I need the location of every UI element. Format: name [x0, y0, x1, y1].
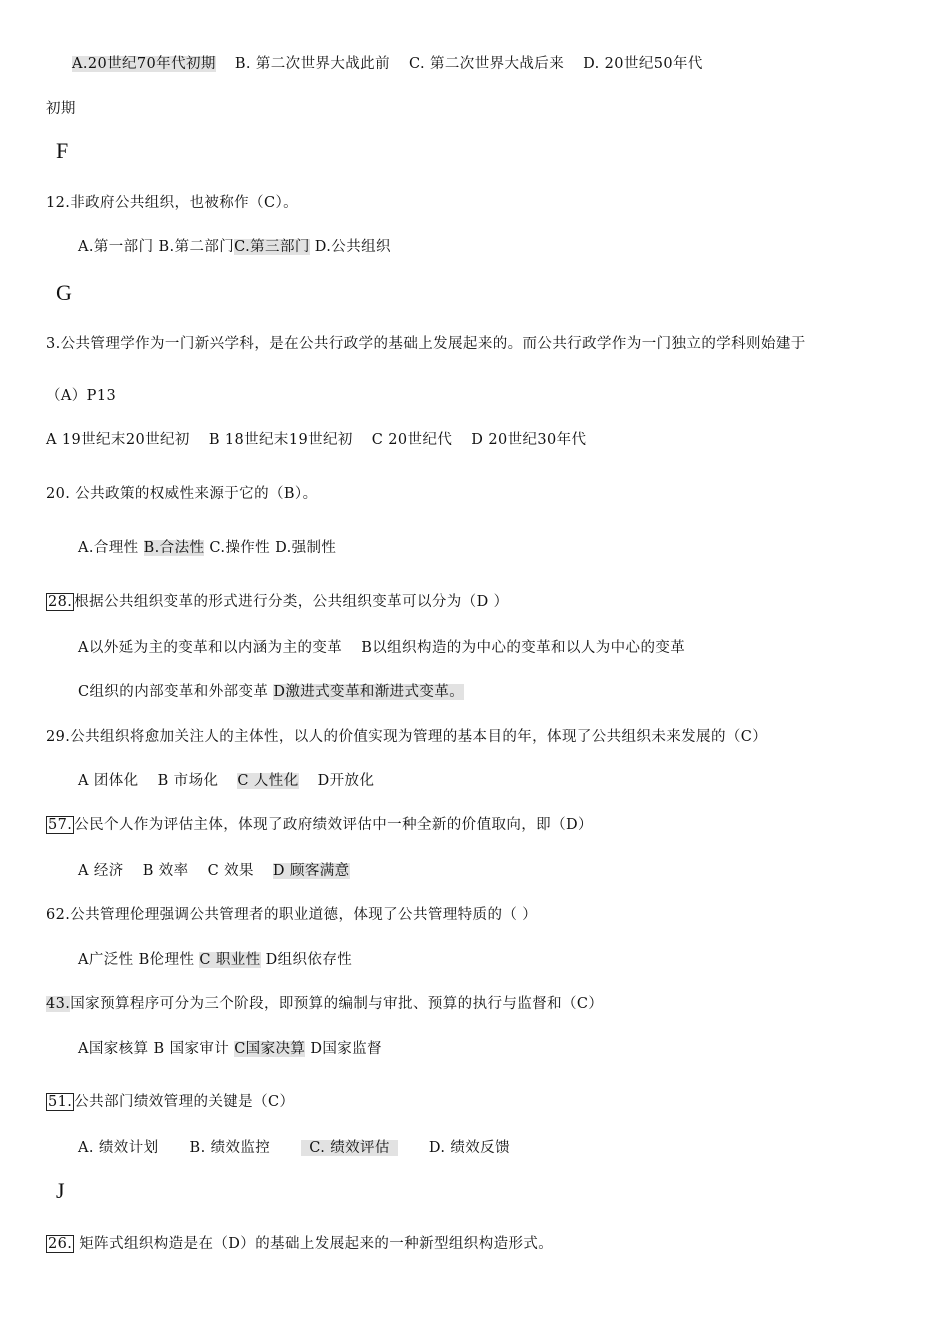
- question-28-stem: [46, 590, 509, 611]
- question-3-options: [46, 428, 586, 449]
- option-a: A.第一部门: [78, 239, 154, 255]
- option-c-highlighted: C.第三部门: [234, 239, 310, 255]
- question-text: 公民个人作为评估主体，体现了政府绩效评估中一种全新的价值取向，即（D）: [74, 817, 593, 833]
- option-d: D国家监督: [310, 1041, 382, 1057]
- option-a: A.合理性: [78, 540, 139, 556]
- option-a: A 经济: [78, 863, 124, 879]
- section-heading-g: G: [56, 280, 72, 305]
- option-c: C 20世纪代: [371, 432, 453, 448]
- option-a: A. 绩效计划: [78, 1140, 159, 1156]
- question-text: 国家预算程序可分为三个阶段，即预算的编制与审批、预算的执行与监督和（C）: [70, 996, 604, 1012]
- option-a: A国家核算: [78, 1041, 149, 1057]
- question-options: [72, 52, 703, 73]
- option-b: B. 第二次世界大战此前: [234, 56, 390, 72]
- option-a: A 团体化: [78, 773, 139, 789]
- option-d-continuation: 初期: [46, 101, 76, 117]
- question-20-stem: [46, 482, 318, 503]
- option-d: D 20世纪30年代: [471, 432, 587, 448]
- question-number-boxed: 51.: [48, 1094, 73, 1110]
- question-text: 公共政策的权威性来源于它的（B）。: [75, 486, 318, 502]
- question-number: 20.: [46, 486, 71, 502]
- question-text: 根据公共组织变革的形式进行分类，公共组织变革可以分为（D ）: [74, 594, 509, 610]
- question-number-boxed: 28.: [48, 594, 73, 610]
- question-43-stem: [46, 992, 603, 1013]
- question-12-stem: 12.非政府公共组织，也被称作（C）。: [46, 195, 299, 211]
- option-c: C组织的内部变革和外部变革: [78, 684, 269, 700]
- option-c-highlighted: C国家决算: [234, 1041, 306, 1057]
- question-51-stem: [46, 1090, 294, 1111]
- option-d-highlighted: D 顾客满意: [272, 863, 350, 879]
- option-b-highlighted: B.合法性: [143, 540, 205, 556]
- question-43-options: [78, 1037, 382, 1058]
- option-a: A广泛性: [78, 952, 134, 968]
- section-heading-j: J: [56, 1178, 65, 1203]
- question-20-options: [78, 536, 336, 557]
- question-12-options: [78, 235, 391, 256]
- option-c-highlighted: C 人性化: [237, 773, 299, 789]
- question-28-options-row1: [78, 636, 685, 657]
- option-a: A 19世纪末20世纪初: [46, 432, 190, 448]
- question-57-stem: [46, 813, 593, 834]
- option-d: D.强制性: [275, 540, 337, 556]
- option-d: D.公共组织: [314, 239, 391, 255]
- option-c: C 效果: [207, 863, 254, 879]
- question-number-highlighted: 43.: [46, 996, 71, 1012]
- option-b: B 国家审计: [153, 1041, 230, 1057]
- question-3-stem: 3.公共管理学作为一门新兴学科，是在公共行政学的基础上发展起来的。而公共行政学作为一门独立的学科则始建于: [46, 336, 806, 352]
- option-b: B以组织构造的为中心的变革和以人为中心的变革: [361, 640, 686, 656]
- option-b: B.第二部门: [158, 239, 235, 255]
- option-c-highlighted: C 职业性: [199, 952, 261, 968]
- option-a-highlighted: A.20世纪70年代初期: [72, 56, 216, 72]
- question-57-options: [78, 859, 350, 880]
- question-26-stem: [46, 1232, 553, 1253]
- option-d-highlighted: D激进式变革和渐进式变革。: [273, 684, 465, 700]
- question-3-stem-continuation: （A）P13: [46, 388, 117, 404]
- question-62-options: [78, 948, 352, 969]
- option-b: B 市场化: [157, 773, 219, 789]
- question-text: 矩阵式组织构造是在（D）的基础上发展起来的一种新型组织构造形式。: [79, 1236, 554, 1252]
- option-c-highlighted: C. 绩效评估: [301, 1140, 398, 1156]
- option-c: C.操作性: [209, 540, 271, 556]
- option-b: B伦理性: [138, 952, 195, 968]
- question-51-options: [78, 1136, 510, 1157]
- option-b: B 效率: [142, 863, 189, 879]
- question-62-stem: 62.公共管理伦理强调公共管理者的职业道德，体现了公共管理特质的（ ）: [46, 907, 538, 923]
- option-b: B 18世纪末19世纪初: [208, 432, 353, 448]
- question-number-boxed: 57.: [48, 817, 73, 833]
- question-29-stem: 29.公共组织将愈加关注人的主体性，以人的价值实现为管理的基本目的年，体现了公共组织未来发展的（C）: [46, 729, 768, 745]
- option-a: A以外延为主的变革和以内涵为主的变革: [78, 640, 343, 656]
- question-text: 公共部门绩效管理的关键是（C）: [74, 1094, 295, 1110]
- question-number-boxed: 26.: [48, 1236, 73, 1252]
- option-d: D. 绩效反馈: [428, 1140, 510, 1156]
- question-29-options: [78, 769, 374, 790]
- question-28-options-row2: [78, 680, 464, 701]
- option-b: B. 绩效监控: [189, 1140, 271, 1156]
- option-d: D组织依存性: [265, 952, 353, 968]
- option-d: D开放化: [317, 773, 375, 789]
- section-heading-f: F: [56, 138, 69, 163]
- option-c: C. 第二次世界大战后来: [409, 56, 565, 72]
- option-d: D. 20世纪50年代: [583, 56, 703, 72]
